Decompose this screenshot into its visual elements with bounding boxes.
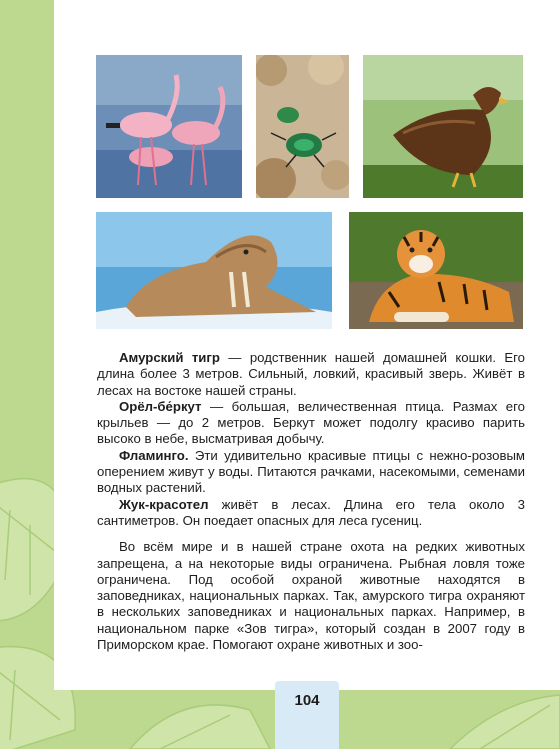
paragraph-protection: Во всём мире и в нашей стране охота на редких животных запрещена, а на некоторые виды ограничена. Рыбная ловля тоже ограничена. Под особой охраной животные находятся в заповедниках, национальных парках. Так, амурского тигра охраняют в нескольких заповедниках и национальных парках. Например, в национальном парке «Зов тигра», который создан в 2007 году в Приморском крае. Помогают охране животных и зоо- xyxy=(97,539,525,653)
paragraph-flamingo: Фламинго. Эти удивительно красивые птицы с нежно-розовым оперением живут у воды. Питаются рачками, насекомыми, семенами водных растений. xyxy=(97,447,525,496)
paragraph-golden-eagle: Орёл-бе́ркут — большая, величественная птица. Размах его крыльев — до 2 метров. Беркут может подолгу красиво парить высоко в небе, высматривая добычу. xyxy=(97,398,525,447)
term-beetle: Жук-красотел xyxy=(119,496,209,512)
paragraph-amur-tiger: Амурский тигр — родственник нашей домашней кошки. Его длина более 3 метров. Сильный, ловкий, красивый зверь. Живёт в лесах на востоке нашей страны. xyxy=(97,350,525,398)
eagle-photo xyxy=(363,55,523,198)
term-golden-eagle: Орёл-бе́ркут xyxy=(119,398,202,414)
page-number: 104 xyxy=(294,692,320,709)
term-amur-tiger: Амурский тигр xyxy=(119,350,220,365)
walrus-photo xyxy=(96,212,332,329)
animals-description xyxy=(97,350,525,653)
beetle-photo xyxy=(256,55,349,198)
leaf-decoration-bottom xyxy=(120,690,560,749)
paragraph-beetle: Жук-красотел живёт в лесах. Длина его тела около 3 сантиметров. Он поедает опасных для леса гусениц. xyxy=(97,496,525,528)
tiger-photo xyxy=(349,212,523,329)
term-flamingo: Фламинго. xyxy=(119,447,189,463)
flamingo-photo xyxy=(96,55,242,198)
